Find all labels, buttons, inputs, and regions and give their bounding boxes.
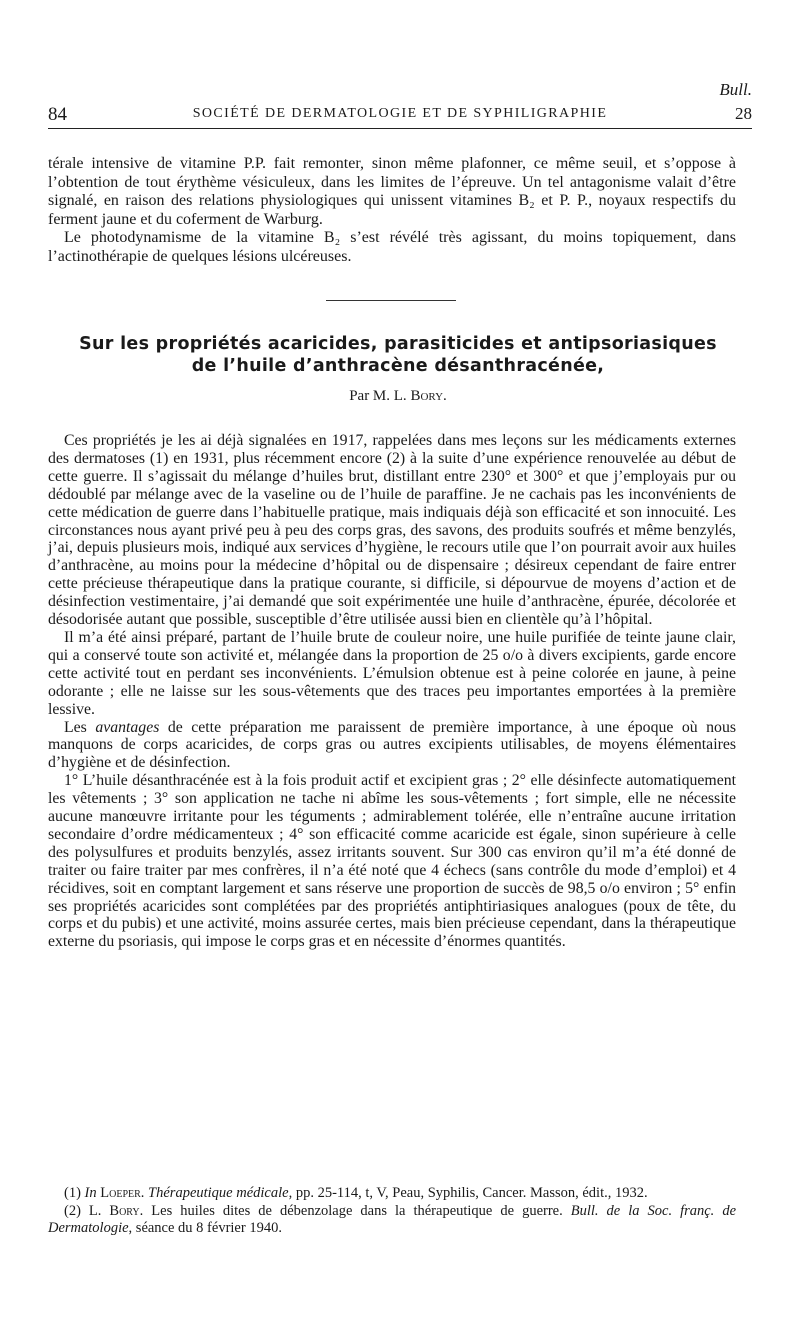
section-divider bbox=[326, 300, 456, 301]
footnotes bbox=[48, 1185, 736, 1238]
article-body bbox=[48, 432, 736, 951]
author-name: Bory. bbox=[410, 388, 447, 404]
article-title bbox=[48, 333, 748, 377]
running-header bbox=[48, 104, 752, 129]
byline bbox=[48, 388, 748, 405]
text-run: Les bbox=[64, 718, 96, 736]
text-run: de cette préparation me paraissent de première importance, à une époque où nous manquons de corps acaricides, de corps gras ou autres excipients utilisables, de moyens élémentaires d’hygiène et de désinfection. bbox=[48, 718, 736, 772]
issue-number: 28 bbox=[735, 104, 752, 123]
title-line: Sur les propriétés acaricides, parasiticides et antipsoriasiques bbox=[79, 334, 717, 354]
footnote-journal: Bull. de la Soc. franç. de Dermatologie bbox=[48, 1203, 737, 1236]
footnote-author: Bory bbox=[109, 1203, 140, 1219]
header-title: SOCIÉTÉ DE DERMATOLOGIE ET DE SYPHILIGRAPHIE bbox=[192, 106, 608, 121]
byline-prefix: Par M. L. bbox=[349, 388, 411, 404]
footnote-marker: (2) L. bbox=[64, 1203, 110, 1219]
footnote-author: Loeper. bbox=[96, 1185, 149, 1201]
title-line: de l’huile d’anthracène désanthracénée, bbox=[191, 356, 605, 376]
footnote-2 bbox=[48, 1203, 736, 1237]
paragraph: Ces propriétés je les ai déjà signalées en 1917, rappelées dans mes leçons sur les médicaments externes des dermatoses (1) en 1931, plus récemment encore (2) à la suite d’une expérience renouvelée au début de cette guerre. Il s’agissait du mélange d’huiles brut, distillant entre 230° et 300° et que j’employais pur ou dédoublé par mélange avec de la vaseline ou de l’huile de paraffine. Je ne cachais pas les inconvénients de cette médication de guerre dans l’habituelle pratique, mais indiquais déjà son efficacité et son innocuité. Les circonstances nous ayant privé peu à peu des corps gras, des savons, des produits soufrés et même benzylés, j’ai, depuis plusieurs mois, indiqué aux services d’hygiène, le recours utile que l’on pourrait avoir aux huiles d’anthracène, au moins pour la médecine d’hôpital ou de dispensaire ; désireux cependant de faire entrer cette précieuse thérapeutique dans la pratique courante, si difficile, si dépourvue de moyens d’action et de désinfection vestimentaire, j’ai demandé que soit expérimentée une huile d’anthracène, épurée, décolorée et désodorisée autant que possible, susceptible d’être utilisée aussi bien en clientèle qu’à l’hôpital. bbox=[48, 432, 736, 629]
page-number: 84 bbox=[48, 104, 67, 125]
paragraph: 1° L’huile désanthracénée est à la fois produit actif et excipient gras ; 2° elle désinfecte automatiquement les vêtements ; 3° son application ne tache ni abîme les sous-vêtements ; fort simple, elle ne nécessite aucune manœuvre irritante pour les téguments ; admirablement tolérée, elle n’entraîne aucune irritation secondaire d’ordre médicamenteux ; 4° son efficacité comme acaricide est égale, sinon supérieure à celle des polysulfures et produits benzylés, assez irritants souvent. Sur 300 cas environ qu’il m’a été donné de traiter ou faire traiter par mes confrères, il n’a été noté que 4 échecs (sans contrôle du mode d’emploi) et 4 récidives, soit en comptant largement et sans réserve une proportion de succès de 98,5 o/o environ ; 5° enfin ses propriétés acaricides sont complétées par des propriétés antiphtiriasiques analogues (poux de tête, du corps et du pubis) et une activité, moins assurée certes, mais bien précieuse cependant, dans la thérapeutique externe du psoriasis, qui impose le corps gras et en nécessite d’énormes quantités. bbox=[48, 772, 736, 951]
paragraph: Il m’a été ainsi préparé, partant de l’huile brute de couleur noire, une huile purifiée de teinte jaune clair, qui a conservé toute son activité et, mélangée dans la proportion de 25 o/o à divers excipients, garde encore cette activité tout en perdant ses inconvénients. L’émulsion obtenue est à peine colorée en jaune, à peine odorante ; elle ne laisse sur les sous-vêtements que des traces peu importantes emportées à la première lessive. bbox=[48, 628, 736, 718]
paragraph: Le photodynamisme de la vitamine B₂ s’est révélé très agissant, du moins topiquement, dans l’actinothérapie de quelques lésions ulcéreuses. bbox=[48, 229, 736, 265]
bulletin-mark: Bull. bbox=[719, 80, 752, 99]
footnote-marker: (1) bbox=[64, 1185, 85, 1201]
footnote-text: . Les huiles dites de débenzolage dans la thérapeutique de guerre. bbox=[139, 1203, 571, 1219]
emphasis: avantages bbox=[95, 718, 160, 736]
paragraph: térale intensive de vitamine P.P. fait remonter, sinon même plafonner, ce même seuil, et s’oppose à l’obtention de tout érythème vésiculeux, dans les limites de l’épreuve. Un tel antagonisme valait d’être signalé, en raison des relations physiologiques qui unissent vitamines B₂ et P. P., noyaux respectifs du ferment jaune et du coferment de Warburg. bbox=[48, 155, 736, 228]
footnote-text: , séance du 8 février 1940. bbox=[128, 1220, 282, 1236]
footnote-in: In bbox=[84, 1185, 97, 1201]
footnote-text: , pp. 25-114, t, V, Peau, Syphilis, Cancer. Masson, édit., 1932. bbox=[288, 1185, 648, 1201]
previous-article-ending bbox=[48, 155, 736, 266]
paragraph bbox=[48, 719, 736, 773]
footnote-work-title: Thérapeutique médicale bbox=[148, 1185, 289, 1201]
footnote-1 bbox=[48, 1185, 736, 1202]
